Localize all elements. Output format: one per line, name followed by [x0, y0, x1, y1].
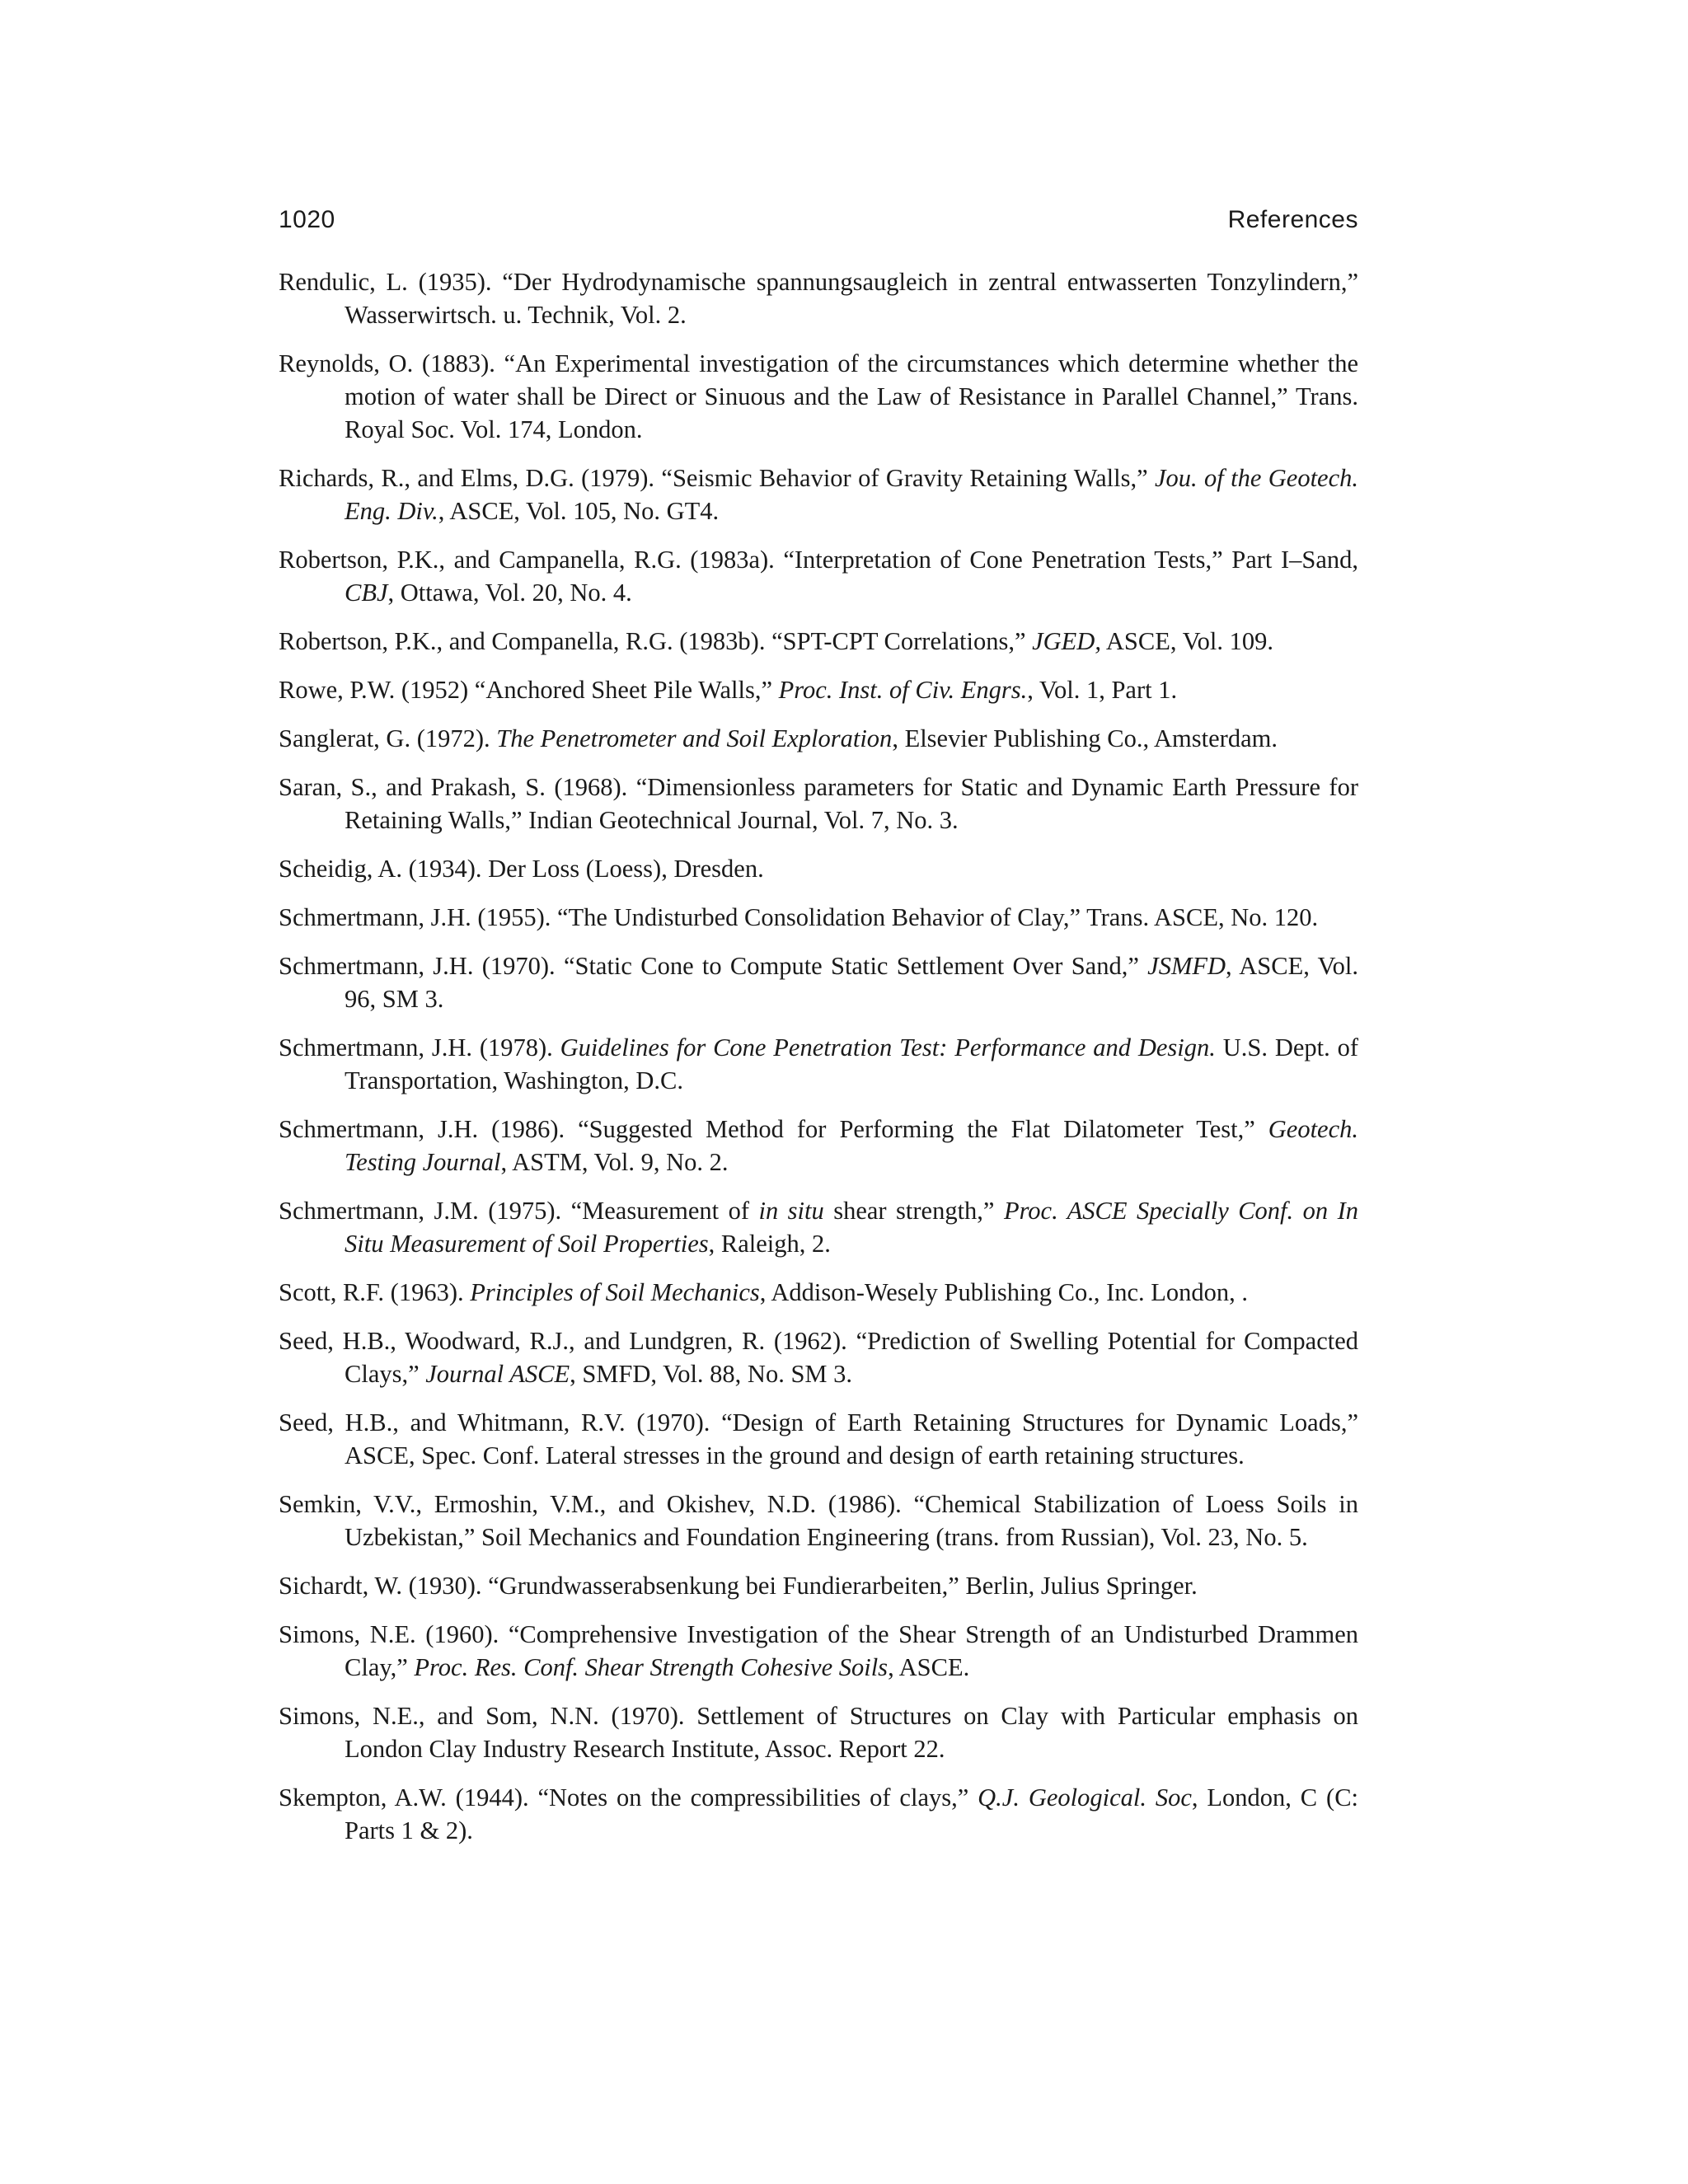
reference-item [279, 1113, 1358, 1179]
reference-item [279, 901, 1358, 934]
reference-text: , ASCE, Vol. 96, SM 3. [345, 952, 1358, 1013]
reference-text: , Elsevier Publishing Co., Amsterdam. [892, 724, 1278, 752]
reference-text: ASCE, Vol. 109. [1100, 627, 1274, 655]
reference-text: Schmertmann, J.H. (1955). “The Undisturbed Consolidation Behavior of Clay,” Trans. ASCE, No. 120. [279, 903, 1319, 931]
reference-italic-text: Guidelines for Cone Penetration Test: Performance and Design. [560, 1033, 1216, 1062]
reference-italic-text: CBJ [345, 579, 388, 607]
reference-text: Seed, H.B., and Whitmann, R.V. (1970). “Design of Earth Retaining Structures for Dynamic Loads,” ASCE, Spec. Conf. Lateral stresses in the ground and design of earth retaining structures. [279, 1408, 1358, 1469]
reference-text: , ASTM, Vol. 9, No. 2. [500, 1148, 729, 1176]
reference-text: shear strength,” [823, 1197, 1004, 1225]
reference-text: Skempton, A.W. (1944). “Notes on the compressibilities of clays,” [279, 1783, 978, 1811]
section-title: References [1227, 206, 1358, 233]
reference-text: Scheidig, A. (1934). Der Loss (Loess), Dresden. [279, 855, 764, 883]
reference-item [279, 852, 1358, 885]
reference-item [279, 1324, 1358, 1390]
reference-item [279, 673, 1358, 706]
reference-item [279, 1569, 1358, 1602]
reference-text: Simons, N.E., and Som, N.N. (1970). Settlement of Structures on Clay with Particular emphasis on London Clay Industry Research Institute, Assoc. Report 22. [279, 1702, 1358, 1763]
reference-item [279, 1276, 1358, 1309]
reference-text: , Ottawa, Vol. 20, No. 4. [387, 579, 632, 607]
reference-italic-text: in situ [758, 1197, 824, 1225]
reference-text: Rendulic, L. (1935). “Der Hydrodynamische spannungsaugleich in zentral entwasserten Tonzylindern,” Wasserwirtsch. u. Technik, Vol. 2. [279, 268, 1358, 329]
reference-text: Semkin, V.V., Ermoshin, V.M., and Okishev, N.D. (1986). “Chemical Stabilization of Loess Soils in Uzbekistan,” Soil Mechanics and Foundation Engineering (trans. from Russian), Vol. 23, No. 5. [279, 1490, 1358, 1551]
reference-text: Reynolds, O. (1883). “An Experimental investigation of the circumstances which determine whether the motion of water shall be Direct or Sinuous and the Law of Resistance in Parallel Channel,” Trans. Royal Soc. Vol. 174, London. [279, 349, 1358, 443]
reference-italic-text: The Penetrometer and Soil Exploration [496, 724, 893, 752]
reference-item [279, 265, 1358, 331]
reference-text: Simons, N.E. (1960). “Comprehensive Investigation of the Shear Strength of an Undisturbed Drammen Clay,” [279, 1620, 1358, 1681]
reference-item [279, 722, 1358, 755]
reference-text: , London, C (C: Parts 1 & 2). [345, 1783, 1359, 1844]
reference-item [279, 543, 1358, 609]
reference-text: Schmertmann, J.H. (1970). “Static Cone to Compute Static Settlement Over Sand,” [279, 952, 1148, 980]
reference-list [279, 265, 1358, 1847]
reference-text: , ASCE. [888, 1653, 970, 1681]
reference-item [279, 1618, 1358, 1684]
reference-item [279, 1781, 1358, 1847]
document-page [279, 206, 1358, 1863]
reference-item [279, 1194, 1358, 1260]
reference-text: Robertson, P.K., and Campanella, R.G. (1983a). “Interpretation of Cone Penetration Tests,” Part I–Sand, [279, 546, 1358, 574]
reference-text: U.S. Dept. of Transportation, Washington, D.C. [345, 1033, 1358, 1094]
reference-item [279, 1488, 1358, 1554]
reference-item [279, 949, 1358, 1015]
reference-text: , ASCE, Vol. 105, No. GT4. [438, 497, 720, 525]
reference-italic-text: Proc. Res. Conf. Shear Strength Cohesive Soils [414, 1653, 889, 1681]
reference-item [279, 771, 1358, 837]
reference-text: Scott, R.F. (1963). [279, 1278, 471, 1306]
reference-text: Sanglerat, G. (1972). [279, 724, 497, 752]
reference-text: Richards, R., and Elms, D.G. (1979). “Seismic Behavior of Gravity Retaining Walls,” [279, 464, 1156, 492]
reference-item [279, 462, 1358, 527]
reference-text: Rowe, P.W. (1952) “Anchored Sheet Pile Walls,” [279, 676, 779, 704]
reference-text: Schmertmann, J.M. (1975). “Measurement of [279, 1197, 759, 1225]
reference-text: Seed, H.B., Woodward, R.J., and Lundgren, R. (1962). “Prediction of Swelling Potential for Compacted Clays,” [279, 1327, 1358, 1388]
reference-text: Robertson, P.K., and Companella, R.G. (1983b). “SPT-CPT Correlations,” [279, 627, 1033, 655]
reference-italic-text: Proc. Inst. of Civ. Engrs. [778, 676, 1028, 704]
reference-text: , Raleigh, 2. [708, 1230, 831, 1258]
running-head [279, 206, 1358, 241]
reference-item [279, 347, 1358, 446]
reference-italic-text: JSMFD [1147, 952, 1226, 980]
reference-text: Saran, S., and Prakash, S. (1968). “Dimensionless parameters for Static and Dynamic Earth Pressure for Retaining Walls,” Indian Geotechnical Journal, Vol. 7, No. 3. [279, 773, 1358, 834]
reference-italic-text: JGED, [1032, 627, 1101, 655]
reference-italic-text: Geotech. Testing Journal [345, 1115, 1358, 1176]
reference-italic-text: Proc. ASCE Specially Conf. on In Situ Measurement of Soil Properties [345, 1197, 1358, 1258]
reference-text: Sichardt, W. (1930). “Grundwasserabsenkung bei Fundierarbeiten,” Berlin, Julius Springer. [279, 1572, 1198, 1600]
reference-text: Schmertmann, J.H. (1986). “Suggested Method for Performing the Flat Dilatometer Test,” [279, 1115, 1268, 1143]
reference-item [279, 1031, 1358, 1097]
page-number: 1020 [279, 206, 335, 233]
reference-italic-text: Journal ASCE [425, 1360, 570, 1388]
reference-italic-text: Q.J. Geological. Soc [978, 1783, 1192, 1811]
reference-italic-text: Principles of Soil Mechanics [470, 1278, 760, 1306]
reference-item [279, 625, 1358, 658]
reference-text: , Vol. 1, Part 1. [1027, 676, 1178, 704]
reference-item [279, 1406, 1358, 1472]
reference-text: , Addison-Wesely Publishing Co., Inc. London, . [759, 1278, 1249, 1306]
reference-item [279, 1699, 1358, 1765]
reference-italic-text: Jou. of the Geotech. Eng. Div. [345, 464, 1358, 525]
reference-text: , SMFD, Vol. 88, No. SM 3. [570, 1360, 853, 1388]
reference-text: Schmertmann, J.H. (1978). [279, 1033, 560, 1062]
